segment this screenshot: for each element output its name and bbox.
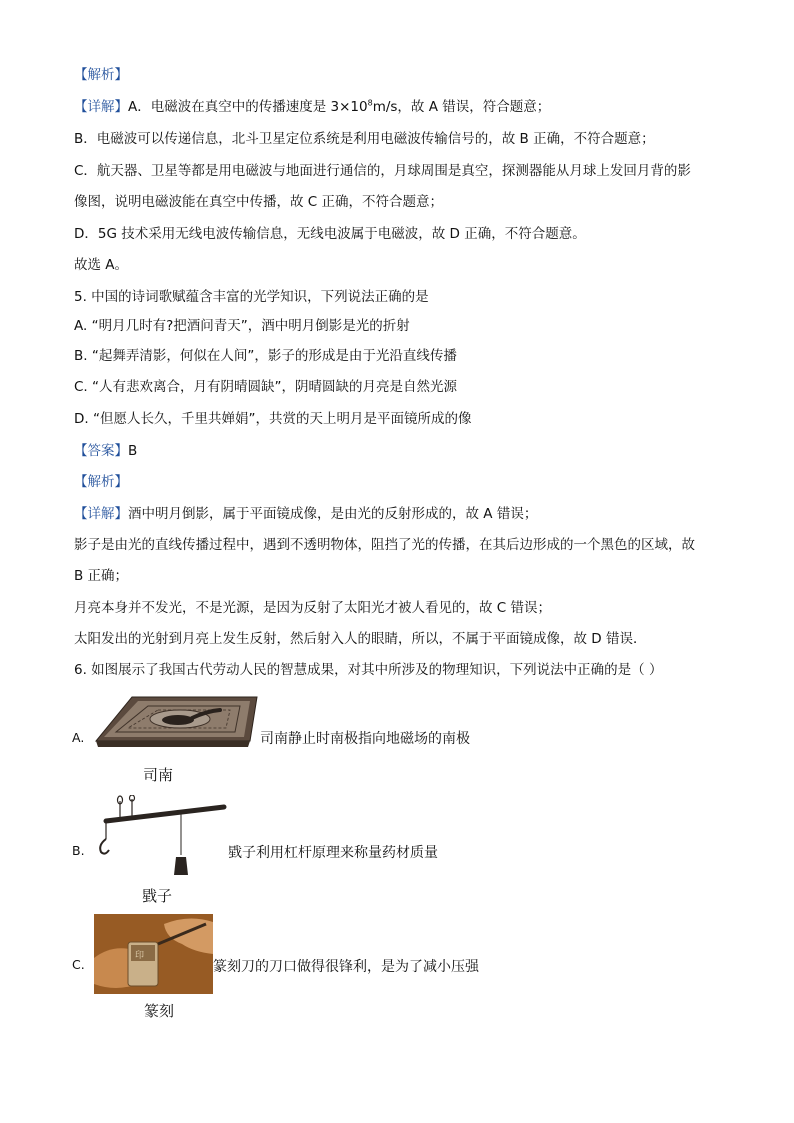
question-6-stem: 6. 如图展示了我国古代劳动人民的智慧成果，对其中所涉及的物理知识，下列说法中正确的是（ ）: [74, 662, 663, 678]
conclusion: 故选 A。: [74, 257, 129, 273]
detail-a-text: A．电磁波在真空中的传播速度是 3×10: [128, 99, 368, 115]
question-5-option-a: A. “明月几时有?把酒问青天”，酒中明月倒影是光的折射: [74, 318, 410, 334]
option-c-letter: C.: [72, 957, 85, 972]
detail-tag-5: 【详解】: [74, 506, 128, 522]
exponent: 8: [367, 98, 373, 108]
sinan-caption: 司南: [143, 766, 174, 784]
detail-line-c1: C．航天器、卫星等都是用电磁波与地面进行通信的，月球周围是真空，探测器能从月球上发回月背的影: [74, 163, 691, 179]
detail-line-b: B．电磁波可以传递信息，北斗卫星定位系统是利用电磁波传输信号的，故 B 正确，不符合题意；: [74, 131, 655, 147]
detail-5-line-1: [74, 505, 537, 523]
option-a-text: 司南静止时南极指向地磁场的南极: [260, 731, 470, 747]
question-5-option-b: B. “起舞弄清影，何似在人间”，影子的形成是由于光沿直线传播: [74, 348, 457, 364]
seal-carving-caption: 篆刻: [144, 1002, 175, 1020]
detail-line-d: D．5G 技术采用无线电波传输信息，无线电波属于电磁波，故 D 正确，不符合题意。: [74, 226, 586, 242]
analysis-tag-5: 【解析】: [74, 474, 128, 490]
question-5-stem: 5. 中国的诗词歌赋蕴含丰富的光学知识，下列说法正确的是: [74, 289, 429, 305]
detail-line-a: [74, 98, 550, 116]
question-5-option-c: C. “人有悲欢离合，月有阴晴圆缺”，阴晴圆缺的月亮是自然光源: [74, 379, 457, 395]
detail-5-line-3: 月亮本身并不发光，不是光源，是因为反射了太阳光才被人看见的，故 C 错误；: [74, 600, 552, 616]
detail-tag: 【详解】: [74, 99, 128, 115]
option-b-text: 戥子利用杠杆原理来称量药材质量: [228, 845, 438, 861]
detail-5-line-2a: 影子是由光的直线传播过程中，遇到不透明物体，阻挡了光的传播，在其后边形成的一个黑色的区域，故: [74, 537, 695, 553]
option-b-letter: B.: [72, 843, 85, 858]
detail-5-text-1: 酒中明月倒影，属于平面镜成像，是由光的反射形成的，故 A 错误；: [128, 506, 538, 522]
sinan-compass-image: [92, 695, 260, 757]
option-a-letter: A.: [72, 730, 85, 745]
dengzi-steelyard-image: [92, 795, 228, 885]
analysis-tag: 【解析】: [74, 67, 128, 83]
answer-line: [74, 442, 137, 460]
question-5-option-d: D. “但愿人长久，千里共婵娟”，共赏的天上明月是平面镜所成的像: [74, 411, 472, 427]
answer-value: B: [128, 443, 138, 459]
detail-line-c2: 像图，说明电磁波能在真空中传播，故 C 正确，不符合题意；: [74, 194, 444, 210]
answer-tag: 【答案】: [74, 443, 128, 459]
svg-text:印: 印: [135, 951, 145, 961]
seal-carving-image: [94, 914, 213, 994]
dengzi-caption: 戥子: [142, 887, 173, 905]
detail-a-text-end: m/s，故 A 错误，符合题意；: [372, 99, 551, 115]
detail-5-line-2b: B 正确；: [74, 568, 129, 584]
detail-5-line-4: 太阳发出的光射到月亮上发生反射，然后射入人的眼睛，所以，不属于平面镜成像，故 D 错误．: [74, 631, 647, 647]
option-c-text: 篆刻刀的刀口做得很锋利，是为了减小压强: [213, 959, 479, 975]
